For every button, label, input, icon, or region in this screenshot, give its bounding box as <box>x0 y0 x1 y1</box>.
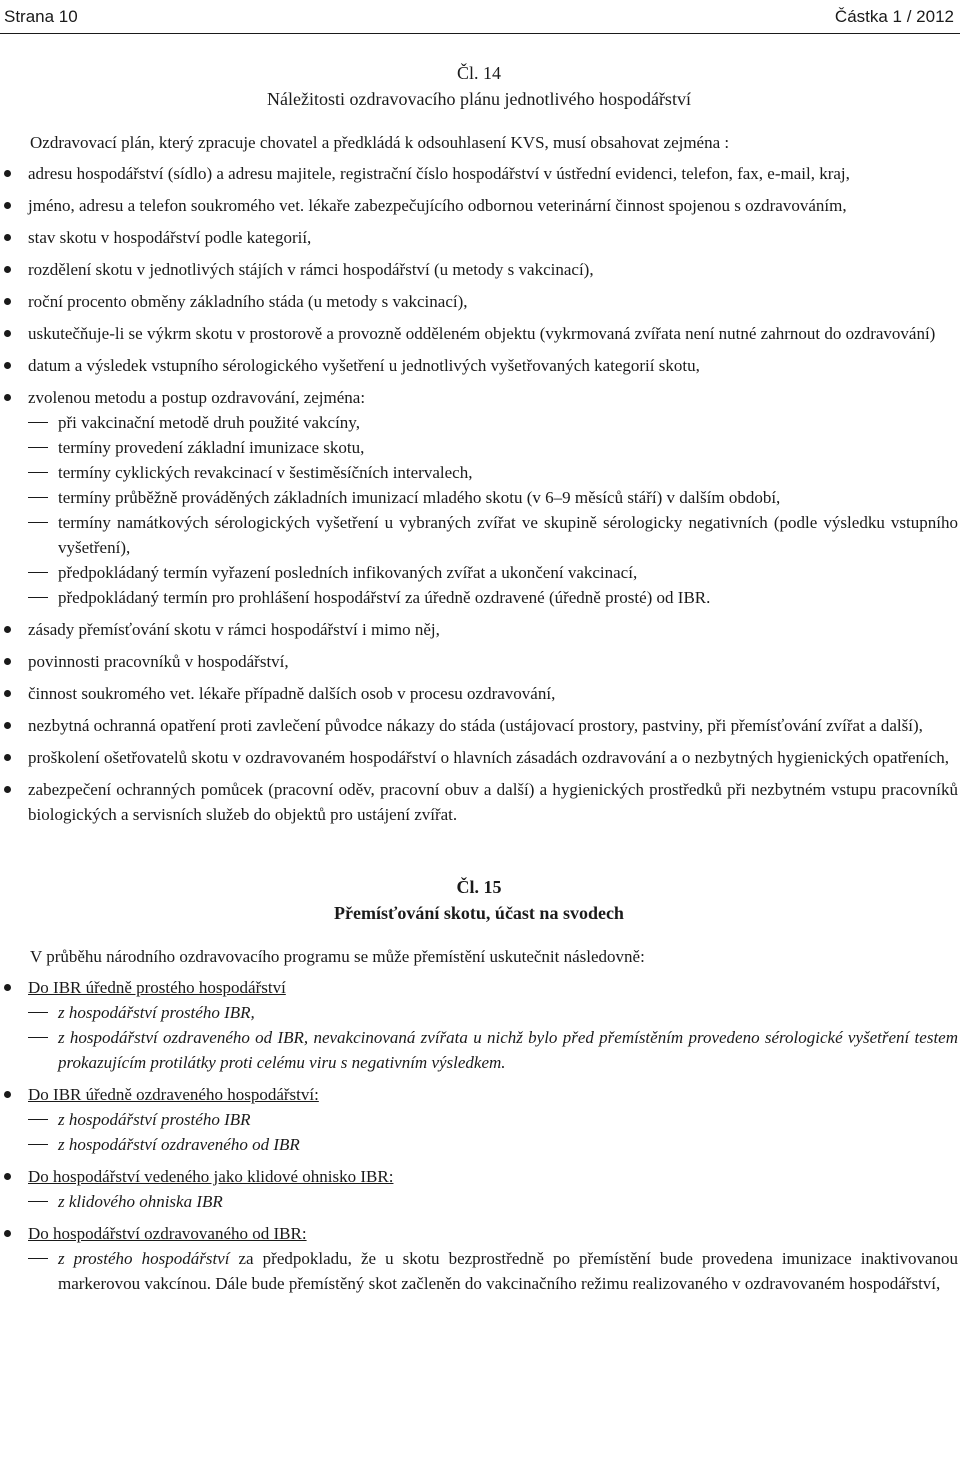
list-item-group <box>0 1082 958 1157</box>
list-item: proškolení ošetřovatelů skotu v ozdravovaném hospodářství o hlavních zásadách ozdravování a o nezbytných hygienických opatřeních, <box>0 745 958 770</box>
list-item-group <box>0 975 958 1075</box>
article-14-number: Čl. 14 <box>456 63 501 83</box>
list-item: činnost soukromého vet. lékaře případně dalších osob v procesu ozdravování, <box>0 681 958 706</box>
group-heading: Do hospodářství vedeného jako klidové ohnisko IBR: <box>28 1167 394 1186</box>
sub-item-italic: z prostého hospodářství <box>58 1249 230 1268</box>
method-sublist <box>0 410 958 610</box>
list-item: nezbytná ochranná opatření proti zavlečení původce nákazy do stáda (ustájovací prostory, pastviny, při přemísťování zvířat a další), <box>0 713 958 738</box>
sub-item: termíny cyklických revakcinací v šestiměsíčních intervalech, <box>0 460 958 485</box>
sub-item-rest: za předpokladu, že u skotu bezprostředně po přemístění bude provedena imunizace inaktivovanou markerovou vakcínou. Dále bude přemístěný skot začleněn do vakcinačního režimu realizovaného v ozdravovaném hospodářství, <box>58 1249 958 1293</box>
sub-item: z hospodářství ozdraveného od IBR, nevakcinovaná zvířata u nichž bylo před přemístěním provedeno sérologické vyšetření testem prokazujícím protilátky proti celému viru s negativním výsledkem. <box>0 1025 958 1075</box>
sub-item: termíny průběžně prováděných základních imunizací mladého skotu (v 6–9 měsíců stáří) v dalším období, <box>0 485 958 510</box>
article-15-intro: V průběhu národního ozdravovacího programu se může přemístění uskutečnit následovně: <box>30 947 645 966</box>
list-item: rozdělení skotu v jednotlivých stájích v rámci hospodářství (u metody s vakcinací), <box>0 257 958 282</box>
sub-item: předpokládaný termín vyřazení posledních infikovaných zvířat a ukončení vakcinací, <box>0 560 958 585</box>
group-heading: Do hospodářství ozdravovaného od IBR: <box>28 1224 307 1243</box>
sub-item: při vakcinační metodě druh použité vakcíny, <box>0 410 958 435</box>
list-item: zásady přemísťování skotu v rámci hospodářství i mimo něj, <box>0 617 958 642</box>
issue-number: Částka 1 / 2012 <box>834 7 954 26</box>
sub-item: z klidového ohniska IBR <box>0 1189 958 1214</box>
sub-item: předpokládaný termín pro prohlášení hospodářství za úředně ozdravené (úředně prosté) od IBR. <box>0 585 958 610</box>
group-heading: Do IBR úředně prostého hospodářství <box>28 978 286 997</box>
list-item: stav skotu v hospodářství podle kategorií, <box>0 225 958 250</box>
article-15-title: Přemísťování skotu, účast na svodech <box>334 903 624 923</box>
sub-item: termíny provedení základní imunizace skotu, <box>0 435 958 460</box>
list-item: adresu hospodářství (sídlo) a adresu majitele, registrační číslo hospodářství v ústřední evidenci, telefon, fax, e-mail, kraj, <box>0 161 958 186</box>
group-sublist <box>0 1107 958 1157</box>
group-sublist <box>0 1189 958 1214</box>
group-sublist <box>0 1000 958 1075</box>
list-item-group <box>0 1221 958 1296</box>
article-14-title: Náležitosti ozdravovacího plánu jednotlivého hospodářství <box>267 89 691 109</box>
sub-item: z hospodářství prostého IBR <box>0 1107 958 1132</box>
page-number: Strana 10 <box>4 7 78 26</box>
group-sublist <box>0 1246 958 1296</box>
header-rule <box>0 33 960 34</box>
article-15-list <box>0 975 958 1296</box>
list-item: povinnosti pracovníků v hospodářství, <box>0 649 958 674</box>
group-heading: Do IBR úředně ozdraveného hospodářství: <box>28 1085 319 1104</box>
list-item: zabezpečení ochranných pomůcek (pracovní oděv, pracovní obuv a další) a hygienických prostředků při nezbytném vstupu pracovníků biologických a servisních služeb do objektů pro ustájení zvířat. <box>0 777 958 827</box>
list-item: datum a výsledek vstupního sérologického vyšetření u jednotlivých vyšetřovaných kategorií skotu, <box>0 353 958 378</box>
article-14-list <box>0 161 958 827</box>
sub-item: z hospodářství prostého IBR, <box>0 1000 958 1025</box>
list-item: jméno, adresu a telefon soukromého vet. lékaře zabezpečujícího odbornou veterinární činnost spojenou s ozdravováním, <box>0 193 958 218</box>
list-item-method <box>0 385 958 610</box>
sub-item <box>0 1246 958 1296</box>
list-item: uskutečňuje-li se výkrm skotu v prostorově a provozně odděleném objektu (vykrmovaná zvířata není nutné zahrnout do ozdravování) <box>0 321 958 346</box>
article-14-intro: Ozdravovací plán, který zpracuje chovatel a předkládá k odsouhlasení KVS, musí obsahovat zejména : <box>30 133 730 152</box>
document-body <box>0 60 958 1303</box>
page-header <box>0 0 960 32</box>
article-15-number: Čl. 15 <box>456 877 502 897</box>
sub-item: termíny namátkových sérologických vyšetření u vybraných zvířat ve skupině sérologicky negativních (podle výsledku vstupního vyšetření), <box>0 510 958 560</box>
method-label: zvolenou metodu a postup ozdravování, zejména: <box>28 388 366 407</box>
sub-item: z hospodářství ozdraveného od IBR <box>0 1132 958 1157</box>
list-item-group <box>0 1164 958 1214</box>
list-item: roční procento obměny základního stáda (u metody s vakcinací), <box>0 289 958 314</box>
section-gap <box>0 834 958 874</box>
